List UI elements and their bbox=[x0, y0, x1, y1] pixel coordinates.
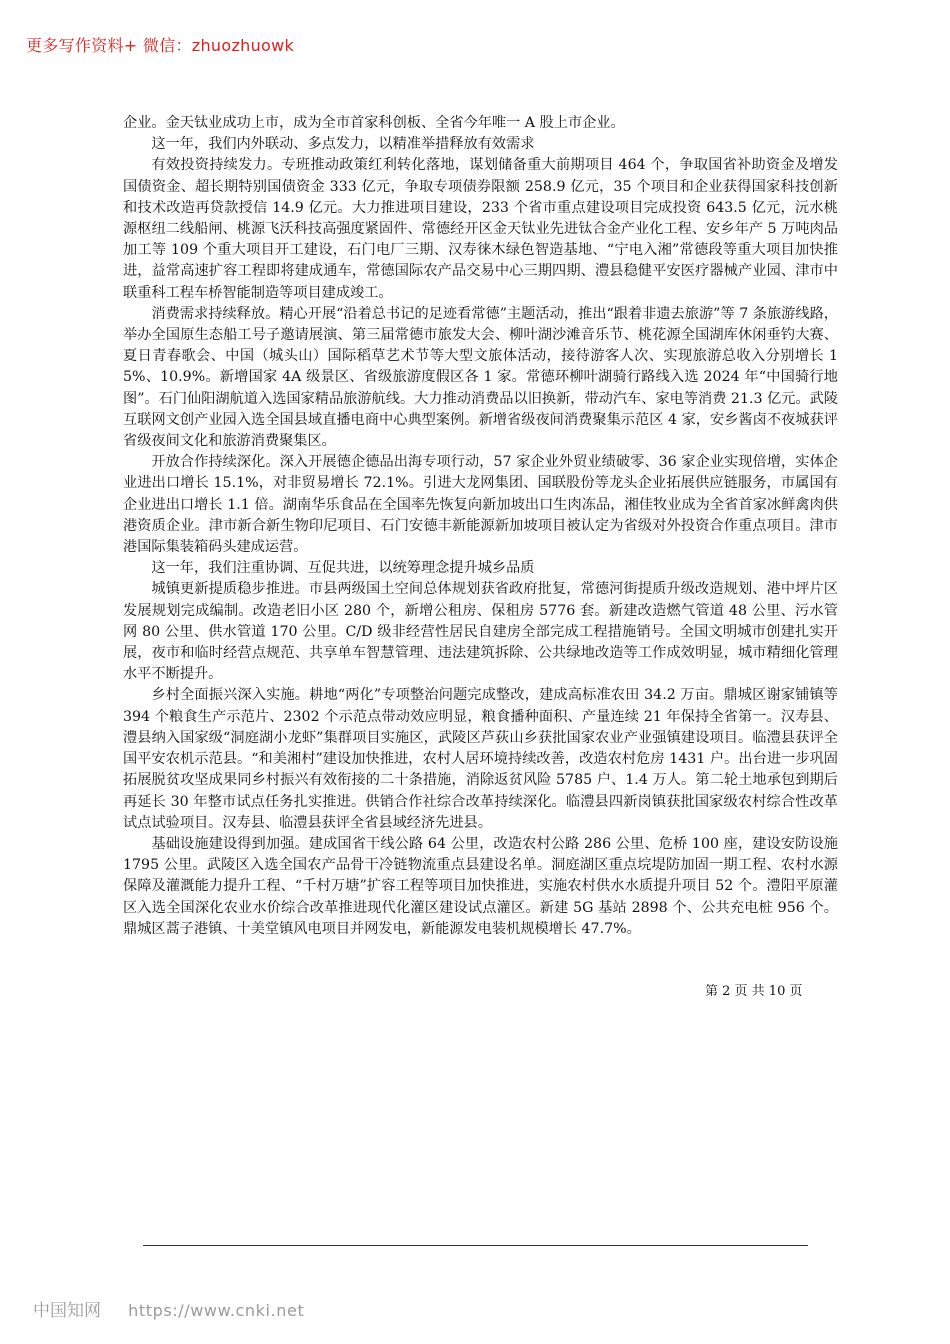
body-paragraph: 企业。金天钛业成功上市，成为全市首家科创板、全省今年唯一 A 股上市企业。 bbox=[123, 115, 625, 131]
body-paragraph: 这一年，我们内外联动、多点发力，以精准举措释放有效需求 bbox=[151, 136, 535, 153]
footer-divider bbox=[143, 1245, 808, 1246]
cnki-logo-text: 中国知网 bbox=[33, 1301, 101, 1321]
body-paragraph: 这一年，我们注重协调、互促共进，以统筹理念提升城乡品质 bbox=[151, 560, 535, 577]
page-number: 第 2 页 共 10 页 bbox=[705, 984, 803, 999]
body-paragraph: 有效投资持续发力。专班推动政策红利转化落地，谋划储备重大前期项目 464 个，争取国省补助资金及增发国债资金、超长期特别国债资金 333 亿元，争取专项债券限额 258.9 亿元，35 个项目和企业获得国家科技创新和技术改造再贷款授信 14.9 亿元。大力推进项目建设，233 个省市重点建设项目完成投资 643.5 亿元，沅水桃源枢纽二线船闸、桃源飞沃科技高强度紧固件、常德经开区金天钛业先进钛合金产业化工程、安乡年产 5 万吨肉品加工等 109 个重大项目开工建设，石门电厂三期、汉寿徕木绿色智造基地、“宁电入湘”常德段等重大项目加快推进，益常高速扩容工程即将建成通车，常德国际农产品交易中心三期四期、澧县稳健平安医疗器械产业园、津市中联重科工程车桥智能制造等项目建成竣工。 bbox=[123, 157, 838, 301]
body-paragraph: 乡村全面振兴深入实施。耕地“两化”专项整治问题完成整改，建成高标准农田 34.2 万亩。鼎城区谢家铺镇等 394 个粮食生产示范片、2302 个示范点带动效应明显，粮食播种面积、产量连续 21 年保持全省第一。汉寿县、澧县纳入国家级“洞庭湖小龙虾”集群项目实施区，武陵区芦荻山乡获批国家农业产业强镇建设项目。临澧县获评全国平安农机示范县。“和美湘村”建设加快推进，农村人居环境持续改善，改造农村危房 1431 户。出台进一步巩固拓展脱贫攻坚成果同乡村振兴有效衔接的二十条措施，消除返贫风险 5785 户、1.4 万人。第二轮土地承包到期后再延长 30 年整市试点任务扎实推进。供销合作社综合改革持续深化。临澧县四新岗镇获批国家级农村综合性改革试点试验项目。汉寿县、临澧县获评全省县域经济先进县。 bbox=[123, 687, 838, 831]
body-paragraph: 城镇更新提质稳步推进。市县两级国土空间总体规划获省政府批复，常德河街提质升级改造规划、港中坪片区发展规划完成编制。改造老旧小区 280 个，新增公租房、保租房 5776 套。新建改造燃气管道 48 公里、污水管网 80 公里、供水管道 170 公里。C/D 级非经营性居民自建房全部完成工程措施销号。全国文明城市创建扎实开展，夜市和临时经营点规范、共享单车智慧管理、违法建筑拆除、公共绿地改造等工作成效明显，城市精细化管理水平不断提升。 bbox=[123, 581, 838, 683]
promo-banner: 更多写作资料+ 微信：zhuozhuowk bbox=[26, 36, 295, 55]
cnki-watermark bbox=[33, 1296, 304, 1321]
document-body bbox=[123, 113, 838, 940]
body-paragraph: 基础设施建设得到加强。建成国省干线公路 64 公里，改造农村公路 286 公里、危桥 100 座，建设安防设施 1795 公里。武陵区入选全国农产品骨干冷链物流重点县建设名单。洞庭湖区重点垸堤防加固一期工程、农村水源保障及灌溉能力提升工程、“千村万塘”扩容工程等项目加快推进，实施农村供水水质提升项目 52 个。澧阳平原灌区入选全国深化农业水价综合改革推进现代化灌区建设试点灌区。新建 5G 基站 2898 个、公共充电桩 956 个。鼎城区蒿子港镇、十美堂镇风电项目并网发电，新能源发电装机规模增长 47.7%。 bbox=[123, 835, 838, 937]
body-paragraph: 开放合作持续深化。深入开展德企德品出海专项行动，57 家企业外贸业绩破零、36 家企业实现倍增，实体企业进出口增长 15.1%，对非贸易增长 72.1%。引进大龙网集团、国联股份等龙头企业拓展供应链服务，市属国有企业进出口增长 1.1 倍。湖南华乐食品在全国率先恢复向新加坡出口生肉冻品，湘佳牧业成为全省首家冰鲜禽肉供港资质企业。津市新合新生物印尼项目、石门安德丰新能源新加坡项目被认定为省级对外投资合作重点项目。津市港国际集装箱码头建成运营。 bbox=[123, 454, 838, 556]
cnki-url: https://www.cnki.net bbox=[128, 1301, 305, 1320]
body-paragraph: 消费需求持续释放。精心开展“沿着总书记的足迹看常德”主题活动，推出“跟着非遗去旅游”等 7 条旅游线路，举办全国原生态船工号子邀请展演、第三届常德市旅发大会、柳叶湖沙滩音乐节、桃花源全国湖库休闲垂钓大赛、夏日青春歌会、中国（城头山）国际稻草艺术节等大型文旅体活动，接待游客人次、实现旅游总收入分别增长 15%、10.9%。新增国家 4A 级景区、省级旅游度假区各 1 家。常德环柳叶湖骑行路线入选 2024 年“中国骑行地图”。石门仙阳湖航道入选国家精品旅游航线。大力推动消费品以旧换新，带动汽车、家电等消费 21.3 亿元。武陵互联网文创产业园入选全国县域直播电商中心典型案例。新增省级夜间消费聚集示范区 4 家，安乡酱卤不夜城获评省级夜间文化和旅游消费聚集区。 bbox=[123, 305, 838, 450]
